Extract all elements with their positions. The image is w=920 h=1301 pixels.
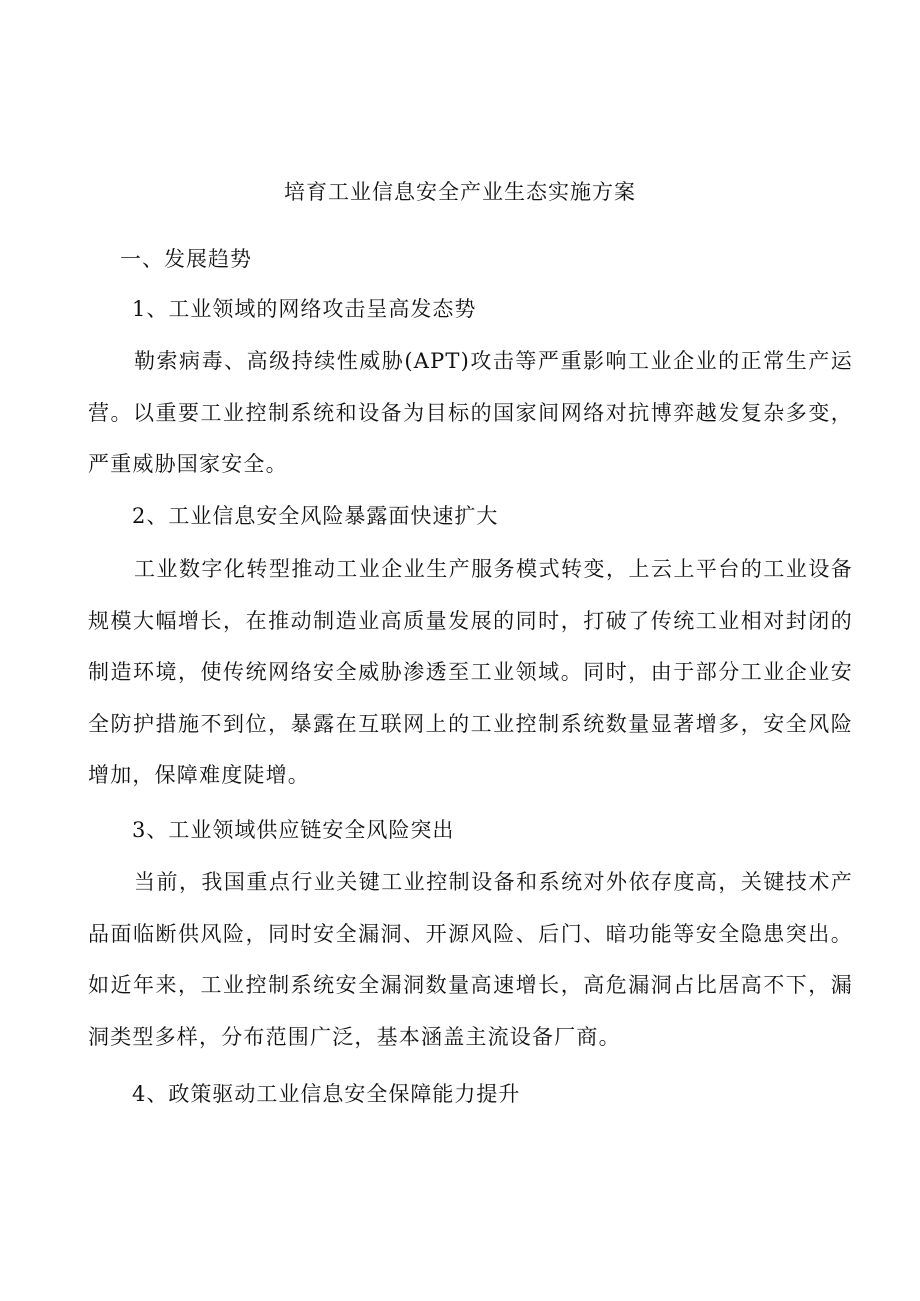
subheading-3: 3、工业领域供应链安全风险突出 [132,818,455,842]
paragraph-3: 当前，我国重点行业关键工业控制设备和系统对外依存度高，关键技术产品面临断供风险，同时安全漏洞、开源风险、后门、暗功能等安全隐患突出。如近年来，工业控制系统安全漏洞数量高速增长，高危漏洞占比居高不下，漏洞类型多样，分布范围广泛，基本涵盖主流设备厂商。 [88,870,853,1049]
subheading-1: 1、工业领域的网络攻击呈高发态势 [132,297,477,321]
section-heading: 一、发展趋势 [120,247,252,271]
document-title: 培育工业信息安全产业生态实施方案 [284,180,636,204]
paragraph-1: 勒索病毒、高级持续性威胁(APT)攻击等严重影响工业企业的正常生产运营。以重要工业控制系统和设备为目标的国家间网络对抗博弈越发复杂多变，严重威胁国家安全。 [88,349,853,476]
subheading-2: 2、工业信息安全风险暴露面快速扩大 [132,504,499,528]
subheading-4: 4、政策驱动工业信息安全保障能力提升 [132,1082,521,1106]
paragraph-2: 工业数字化转型推动工业企业生产服务模式转变，上云上平台的工业设备规模大幅增长，在推动制造业高质量发展的同时，打破了传统工业相对封闭的制造环境，使传统网络安全威胁渗透至工业领域。同时，由于部分工业企业安全防护措施不到位，暴露在互联网上的工业控制系统数量显著增多，安全风险增加，保障难度陡增。 [88,557,853,787]
